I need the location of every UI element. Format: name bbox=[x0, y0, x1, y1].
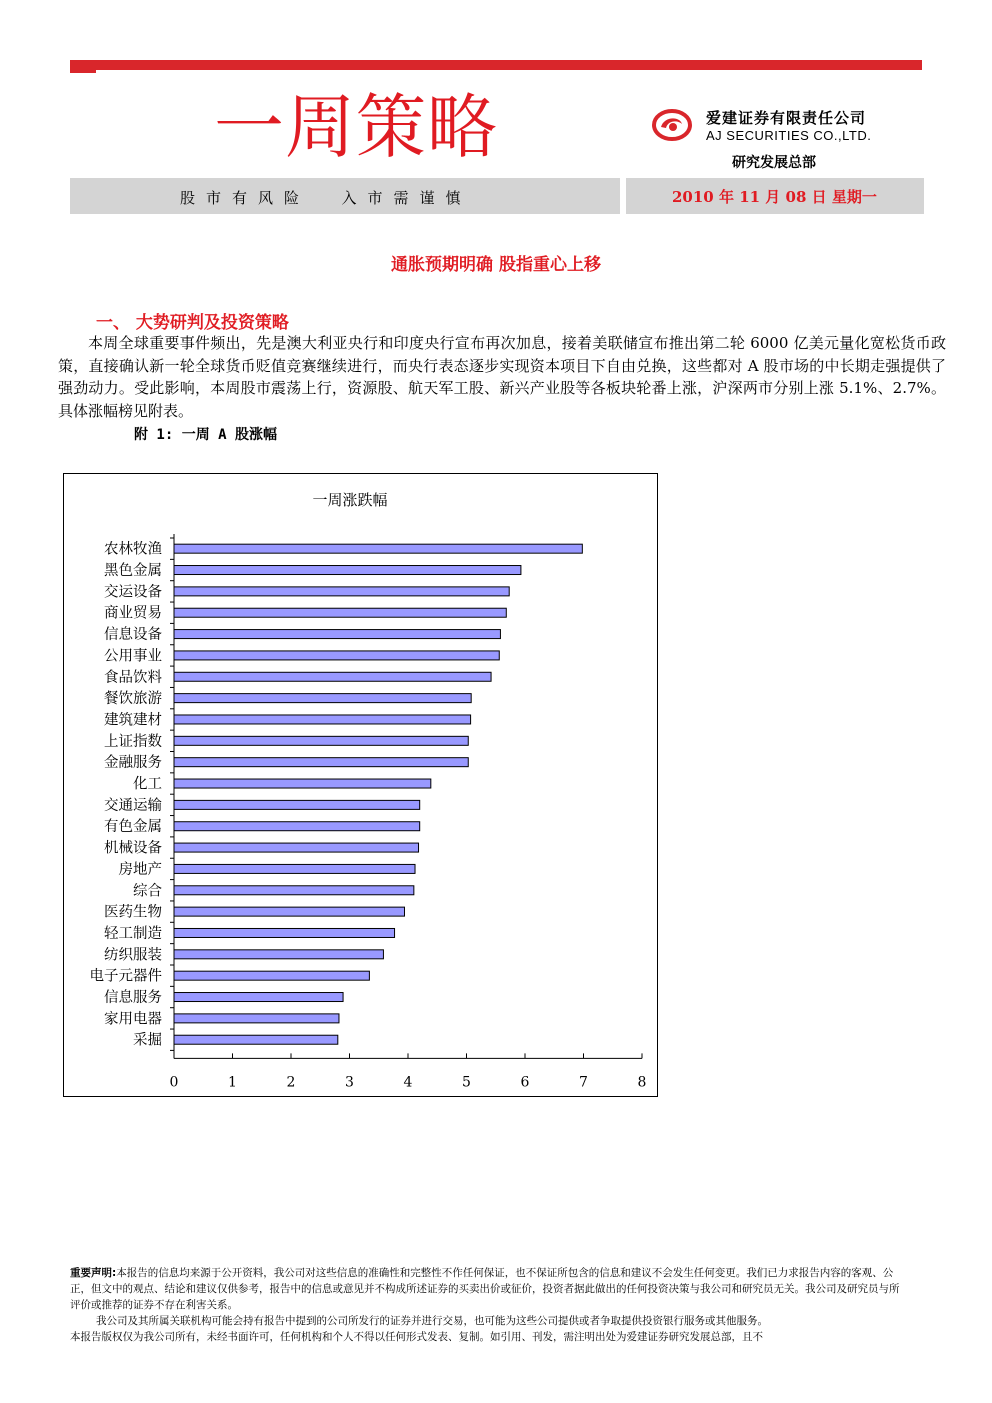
category-label: 餐饮旅游 bbox=[104, 691, 162, 708]
category-label: 有色金属 bbox=[104, 819, 162, 836]
bar-1 bbox=[174, 544, 582, 553]
bar-15 bbox=[174, 843, 419, 852]
disclaimer-text-2: 我公司及其所属关联机构可能会持有报告中提到的公司所发行的证券并进行交易，也可能为这些公司提供或者争取提供投资银行服务或其他服务。 bbox=[96, 1315, 768, 1327]
x-tick-label: 7 bbox=[579, 1074, 588, 1091]
bar-20 bbox=[174, 950, 383, 959]
company-name-cn: 爱建证券有限责任公司 bbox=[706, 109, 867, 127]
disclaimer-text-3: 本报告版权仅为我公司所有，未经书面许可，任何机构和个人不得以任何形式发表、复制。如引用、刊发，需注明出处为爱建证券研究发展总部，且不 bbox=[70, 1331, 763, 1343]
category-label: 信息设备 bbox=[104, 627, 162, 644]
bar-17 bbox=[174, 886, 414, 895]
bar-4 bbox=[174, 608, 506, 617]
bar-18 bbox=[174, 907, 404, 916]
bar-19 bbox=[174, 928, 395, 937]
disclaimer-label: 重要声明: bbox=[70, 1267, 117, 1279]
section-heading: 一、 大势研判及投资策略 bbox=[96, 313, 289, 333]
category-label: 电子元器件 bbox=[89, 968, 162, 985]
body-paragraph: 本周全球重要事件频出，先是澳大利亚央行和印度央行宣布再次加息，接着美联储宣布推出第二轮 6000 亿美元量化宽松货币政策，直接确认新一轮全球货币贬值竞赛继续进行，而央行表态逐步实现资本项目下自由兑换，这些都对 A 股市场的中长期走强提供了强劲动力。受此影响，本周股市震荡上行，资源股、航天军工股、新兴产业股等各板块轮番上涨，沪深两市分别上涨 5.1%、2.7%。具体涨幅榜见附表。 bbox=[58, 334, 946, 420]
x-tick-label: 3 bbox=[345, 1074, 354, 1091]
category-label: 化工 bbox=[133, 776, 162, 793]
category-label: 食品饮料 bbox=[104, 669, 162, 686]
category-label: 商业贸易 bbox=[104, 605, 162, 622]
category-label: 黑色金属 bbox=[104, 563, 162, 580]
category-label: 上证指数 bbox=[104, 733, 162, 750]
x-tick-label: 4 bbox=[403, 1074, 413, 1091]
top-red-rule-accent bbox=[70, 70, 96, 73]
bar-22 bbox=[174, 993, 343, 1002]
bar-10 bbox=[174, 736, 468, 745]
headline: 通胀预期明确 股指重心上移 bbox=[391, 255, 601, 275]
weekly-change-chart bbox=[63, 473, 658, 1097]
category-label: 采掘 bbox=[133, 1032, 162, 1049]
bar-2 bbox=[174, 566, 521, 575]
disclaimer-text-1: 本报告的信息均来源于公开资料，我公司对这些信息的准确性和完整性不作任何保证，也不保证所包含的信息和建议不会发生任何变更。我们已力求报告内容的客观、公正，但文中的观点、结论和建议仅供参考，报告中的信息或意见并不构成所述证券的买卖出价或征价，投资者据此做出的任何投资决策与我公司和研究员无关。我公司及研究员与所评价或推荐的证券不存在利害关系。 bbox=[70, 1267, 900, 1311]
category-label: 公用事业 bbox=[104, 648, 162, 665]
disclaimer bbox=[70, 1265, 906, 1345]
category-label: 家用电器 bbox=[104, 1011, 162, 1028]
bar-14 bbox=[174, 822, 420, 831]
x-tick-label: 6 bbox=[520, 1074, 530, 1091]
appendix-label: 附 1: 一周 A 股涨幅 bbox=[134, 427, 278, 443]
x-tick-label: 5 bbox=[462, 1074, 471, 1091]
bar-16 bbox=[174, 864, 415, 873]
company-name-en: AJ SECURITIES CO.,LTD. bbox=[706, 128, 872, 143]
x-tick-label: 2 bbox=[286, 1074, 296, 1091]
bar-3 bbox=[174, 587, 509, 596]
category-label: 金融服务 bbox=[104, 755, 162, 772]
category-label: 综合 bbox=[133, 883, 162, 900]
report-title: 一周策略 bbox=[214, 86, 498, 168]
category-label: 交运设备 bbox=[104, 584, 162, 601]
chart-title: 一周涨跌幅 bbox=[312, 491, 388, 509]
category-label: 机械设备 bbox=[104, 840, 162, 857]
department-name: 研究发展总部 bbox=[732, 155, 816, 171]
category-label: 农林牧渔 bbox=[104, 541, 162, 558]
category-label: 纺织服装 bbox=[104, 947, 162, 964]
bar-21 bbox=[174, 971, 369, 980]
category-label: 建筑建材 bbox=[104, 712, 162, 729]
x-tick-label: 0 bbox=[169, 1074, 179, 1091]
x-tick-label: 8 bbox=[637, 1074, 647, 1091]
bar-12 bbox=[174, 779, 431, 788]
risk-slogan: 股市有风险 入市需谨慎 bbox=[180, 189, 472, 207]
report-date: 2010 年 11 月 08 日 星期一 bbox=[672, 188, 877, 206]
category-label: 房地产 bbox=[118, 861, 162, 878]
bar-8 bbox=[174, 694, 471, 703]
bar-6 bbox=[174, 651, 499, 660]
bar-24 bbox=[174, 1035, 338, 1044]
category-label: 医药生物 bbox=[104, 904, 162, 921]
category-label: 信息服务 bbox=[104, 990, 162, 1007]
bar-23 bbox=[174, 1014, 339, 1023]
aj-securities-logo-icon bbox=[652, 108, 692, 142]
bar-13 bbox=[174, 800, 420, 809]
category-label: 轻工制造 bbox=[104, 925, 162, 942]
top-red-rule bbox=[70, 60, 922, 70]
bar-5 bbox=[174, 630, 500, 639]
chart-svg bbox=[64, 474, 656, 1095]
bar-7 bbox=[174, 672, 491, 681]
x-tick-label: 1 bbox=[228, 1074, 237, 1091]
bar-9 bbox=[174, 715, 471, 724]
category-label: 交通运输 bbox=[104, 797, 162, 814]
bar-11 bbox=[174, 758, 468, 767]
